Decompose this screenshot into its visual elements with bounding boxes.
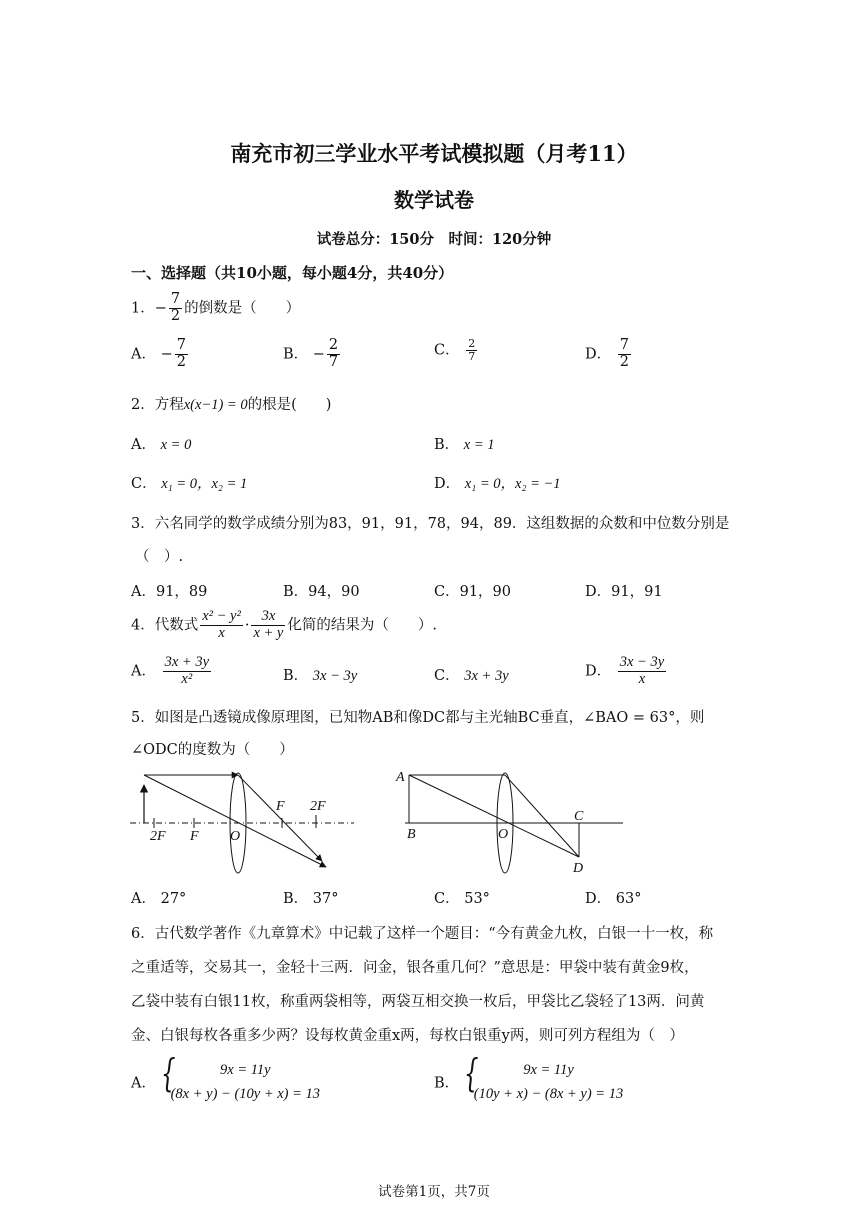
exam-title: 南充市初三学业水平考试模拟题（月考11） — [230, 141, 638, 166]
q4-option-a[interactable]: A． $\frac{3x + 3y}{\text{x²}}$ — [131, 654, 209, 687]
page-footer: 试卷第1页，共7页 — [378, 1184, 490, 1200]
q6-option-a[interactable]: A． { 9x = 11y (8x + y) − (10y + x) = 13 — [131, 1058, 320, 1106]
fig-label: A — [396, 770, 405, 785]
fig-label: F — [276, 799, 285, 814]
q4-option-c[interactable]: C． 3x + 3y — [434, 668, 509, 684]
exam-subject: 数学试卷 — [394, 188, 474, 212]
q2-option-a[interactable]: A． x = 0 — [131, 437, 192, 453]
question-6-line2: 之重适等，交易其一，金轻十三两．问金，银各重几何？”意思是：甲袋中装有黄金9枚， — [131, 960, 699, 976]
question-5-line2: ∠ODC的度数为（ ） — [131, 742, 294, 758]
q3-option-b[interactable]: B．94，90 — [283, 584, 360, 600]
q2-option-b[interactable]: B． x = 1 — [434, 437, 495, 453]
question-4: 4．代数式 $\frac{\text{x² − y²}}{x}$ · $\frac{3x}{x + y}$ 化简的结果为（ ）. — [131, 608, 437, 641]
q4-fraction-1: $\frac{\text{x² − y²}}{x}$ — [202, 608, 241, 641]
lens-diagram-right — [395, 765, 627, 875]
equation-system: { 9x = 11y (10y + x) − (8x + y) = 13 — [463, 1051, 624, 1102]
q1-sign: − — [154, 300, 167, 317]
q4-fraction-2: $\frac{3x}{x + y}$ — [253, 608, 284, 641]
fig-label: O — [230, 829, 241, 844]
fig-label: 2F — [310, 799, 326, 814]
q5-option-a[interactable]: A． 27° — [131, 891, 187, 907]
section-heading: 一、选择题（共10小题，每小题4分，共40分） — [131, 264, 454, 282]
q4-option-d[interactable]: D． $\frac{3x - 3y}{x}$ — [585, 654, 665, 687]
q5-option-c[interactable]: C． 53° — [434, 891, 490, 907]
fig-label: O — [498, 827, 509, 842]
q3-option-d[interactable]: D．91，91 — [585, 584, 663, 600]
question-5-line1: 5．如图是凸透镜成像原理图，已知物AB和像DC都与主光轴BC垂直，∠BAO = 63°，则 — [131, 710, 705, 726]
q1-number: 1． — [131, 300, 155, 317]
q1-text: 的倒数是（ ） — [184, 300, 301, 317]
q2-option-c[interactable]: C． x₁ = 0，x₂ = 1 — [131, 476, 248, 492]
q3-option-c[interactable]: C．91，90 — [434, 584, 512, 600]
lens-diagram-left — [126, 765, 358, 875]
q2-equation: x(x−1) = 0 — [183, 397, 248, 413]
q6-option-b[interactable]: B． { 9x = 11y (10y + x) − (8x + y) = 13 — [434, 1058, 623, 1106]
q3-option-a[interactable]: A．91，89 — [131, 584, 208, 600]
fig-label: D — [573, 861, 584, 875]
q2-option-d[interactable]: D． x₁ = 0，x₂ = −1 — [434, 476, 561, 492]
question-2: 2．方程x(x−1) = 0的根是( ) — [131, 397, 332, 413]
q1-option-a[interactable]: A． − $\frac{7}{2}$ — [131, 337, 186, 370]
fig-label: F — [190, 829, 199, 844]
question-1 — [131, 292, 300, 325]
question-3-line1: 3．六名同学的数学成绩分别为83，91，91，78，94，89．这组数据的众数和中位数分别是 — [131, 516, 730, 532]
question-6-line1: 6．古代数学著作《九章算术》中记载了这样一个题目：“今有黄金九枚，白银一十一枚，称 — [131, 926, 714, 942]
question-6-line3: 乙袋中装有白银11枚，称重两袋相等，两袋互相交换一枚后，甲袋比乙袋轻了13两．问黄 — [131, 994, 705, 1010]
question-3-line2: （ ）. — [135, 549, 184, 565]
q1-fraction: $\frac{7}{2}$ — [170, 291, 181, 324]
question-6-line4: 金、白银每枚各重多少两？设每枚黄金重x两，每枚白银重y两，则可列方程组为（ ） — [131, 1028, 684, 1044]
exam-meta: 试卷总分：150分 时间：120分钟 — [316, 231, 552, 248]
fig-label: B — [407, 827, 416, 842]
q4-option-b[interactable]: B． 3x − 3y — [283, 668, 358, 684]
q1-option-d[interactable]: D． $\frac{7}{2}$ — [585, 337, 629, 370]
fig-label: C — [574, 809, 584, 824]
fig-label: 2F — [150, 829, 166, 844]
q1-option-b[interactable]: B． − $\frac{2}{7}$ — [283, 337, 339, 370]
q1-option-c[interactable]: C． $\frac{2}{7}$ — [434, 337, 476, 364]
q5-option-d[interactable]: D． 63° — [585, 891, 642, 907]
q5-option-b[interactable]: B． 37° — [283, 891, 339, 907]
equation-system: { 9x = 11y (8x + y) − (10y + x) = 13 — [160, 1051, 321, 1102]
